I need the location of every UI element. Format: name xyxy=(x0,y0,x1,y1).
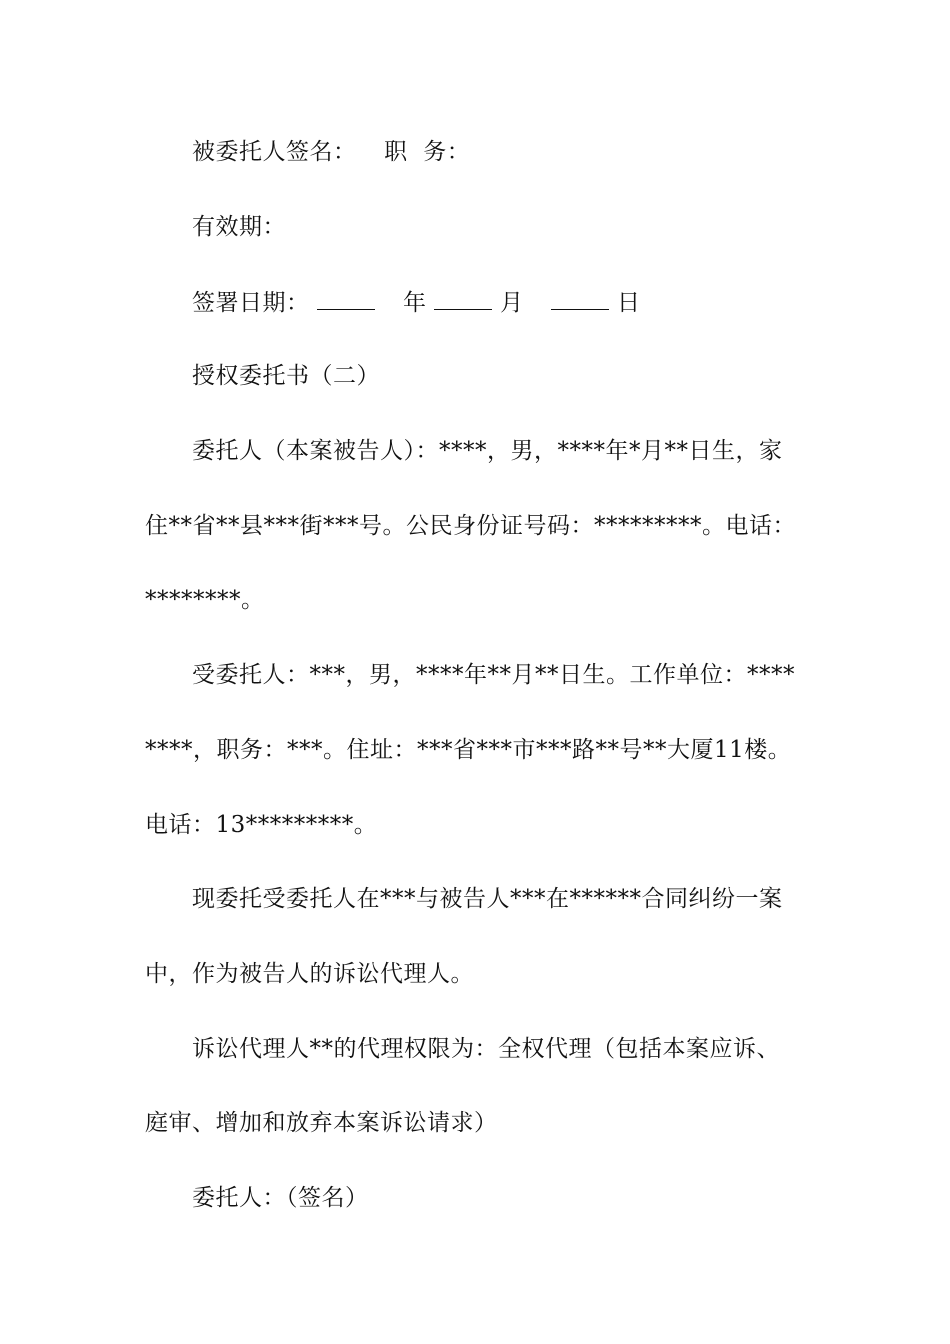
validity-label: 有效期： xyxy=(192,214,286,240)
month-label: 月 xyxy=(500,290,524,316)
day-blank xyxy=(551,287,609,310)
validity-line xyxy=(192,212,286,242)
paragraph-line: ********。 xyxy=(145,587,265,613)
paragraph-line: 委托人（本案被告人）：****，男，****年*月**日生，家 xyxy=(192,438,783,464)
paragraph-line: ****，职务：***。住址：***省***市***路**号**大厦11楼。 xyxy=(145,737,792,763)
paragraph-line: 庭审、增加和放弃本案诉讼请求） xyxy=(145,1110,498,1136)
paragraph-line: 住**省**县***街***号。公民身份证号码：*********。电话： xyxy=(145,513,796,539)
position-label: 职 务： xyxy=(384,139,471,165)
paragraph-line: 委托人：（签名） xyxy=(192,1185,369,1211)
sign-date-line xyxy=(192,287,641,318)
year-label: 年 xyxy=(402,290,427,316)
day-label: 日 xyxy=(617,290,641,316)
signature-line xyxy=(192,137,470,167)
paragraph-line: 中，作为被告人的诉讼代理人。 xyxy=(145,961,474,987)
signature-label: 被委托人签名： xyxy=(192,139,357,165)
year-blank xyxy=(317,287,375,310)
month-blank xyxy=(434,287,492,310)
sign-date-label: 签署日期： xyxy=(192,290,310,316)
document-title: 授权委托书（二） xyxy=(192,363,380,389)
paragraph-line: 受委托人：***，男，****年**月**日生。工作单位：**** xyxy=(192,662,795,688)
paragraph-line: 现委托受委托人在***与被告人***在******合同纠纷一案 xyxy=(192,886,783,912)
paragraph-line: 电话：13*********。 xyxy=(145,812,378,838)
paragraph-line: 诉讼代理人**的代理权限为：全权代理（包括本案应诉、 xyxy=(192,1036,780,1062)
